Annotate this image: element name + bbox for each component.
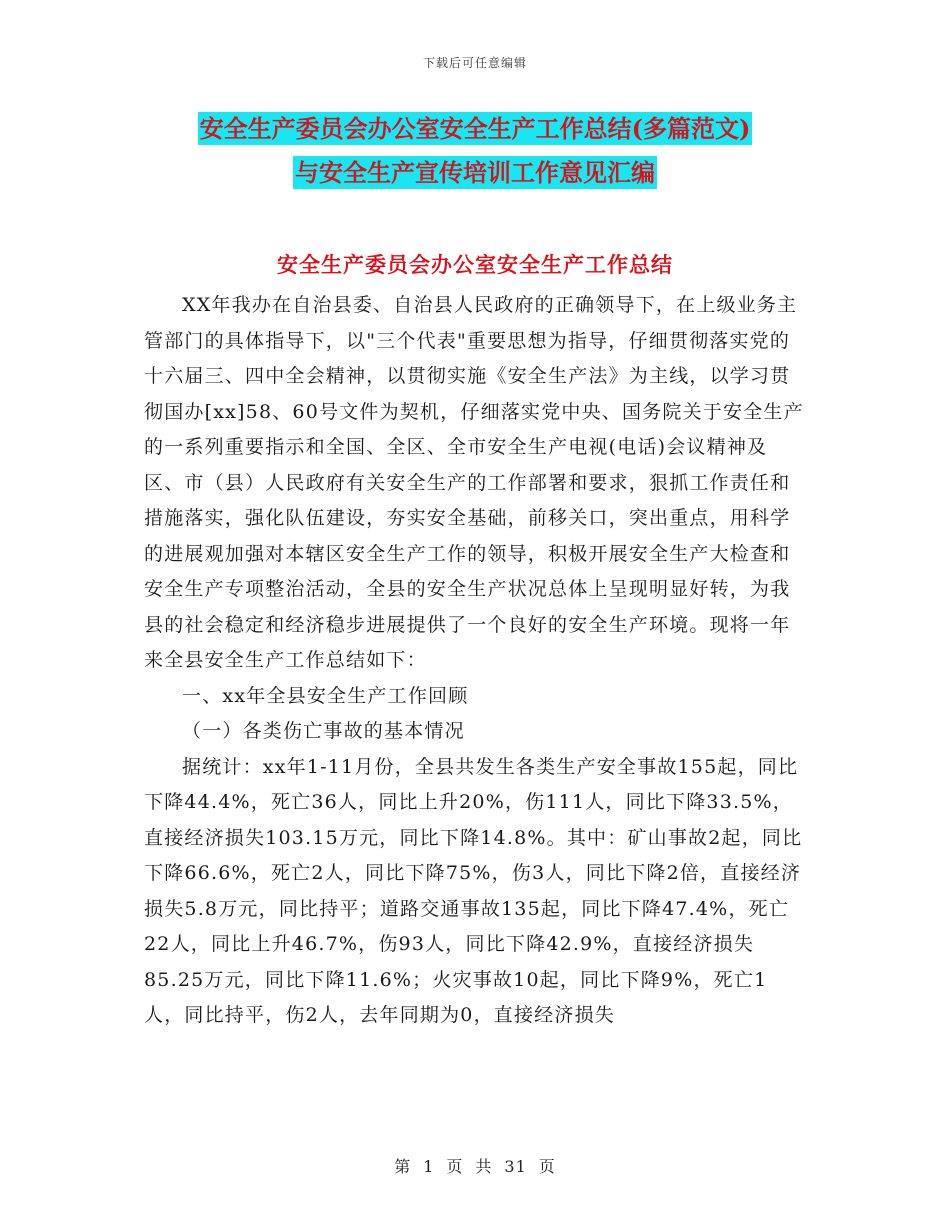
document-title-line-2 [0,156,950,190]
document-title-line-1 [0,112,950,146]
section-title: 安全生产委员会办公室安全生产工作总结 [277,252,673,277]
footer-total-pages: 31 [504,1157,527,1176]
footer-suffix: 页 [538,1157,556,1176]
paragraph-heading-1: 一、xx年全县安全生产工作回顾 [182,684,469,707]
header-note: 下载后可任意编辑 [422,56,527,70]
title-highlight-2: 与安全生产宣传培训工作意见汇编 [295,158,655,187]
paragraph-statistics: 据统计：xx年1-11月份，全县共发生各类生产安全事故155起，同比下降44.4%，死亡36人，同比上升20%，伤111人，同比下降33.5%，直接经济损失103.15万元，同比下降14.8%。其中：矿山事故2起，同比下降66.6%，死亡2人，同比下降75%，伤3人，同比下降2倍，直接经济损失5.8万元，同比持平；道路交通事故135起，同比下降47.4%，死亡22人，同比上升46.7%，伤93人，同比下降42.9%，直接经济损失85.25万元，同比下降11.6%；火灾事故10起，同比下降9%，死亡1人，同比持平，伤2人，去年同期为0，直接经济损失 [144,755,803,1026]
footer-page-label: 页 [446,1157,464,1176]
footer-prefix: 第 [394,1157,412,1176]
paragraph-subheading-1: （一）各类伤亡事故的基本情况 [182,720,465,742]
footer-page-number: 1 [423,1157,435,1176]
title-highlight-1: 安全生产委员会办公室安全生产工作总结(多篇范文) [199,114,751,143]
page-footer [0,1154,950,1177]
paragraph-intro: XX年我办在自治县委、自治县人民政府的正确领导下，在上级业务主管部门的具体指导下，以"三个代表"重要思想为指导，仔细贯彻落实党的十六届三、四中全会精神，以贯彻实施《安全生产法》为主线，以学习贯彻国办[xx]58、60号文件为契机，仔细落实党中央、国务院关于安全生产的一系列重要指示和全国、全区、全市安全生产电视(电话)会议精神及区、市（县）人民政府有关安全生产的工作部署和要求，狠抓工作责任和措施落实，强化队伍建设，夯实安全基础，前移关口，突出重点，用科学的进展观加强对本辖区安全生产工作的领导，积极开展安全生产大检查和安全生产专项整治活动，全县的安全生产状况总体上呈现明显好转，为我县的社会稳定和经济稳步进展提供了一个良好的安全生产环境。现将一年来全县安全生产工作总结如下： [144,294,804,671]
body-text [144,288,806,1034]
footer-total-label: 共 [475,1157,493,1176]
